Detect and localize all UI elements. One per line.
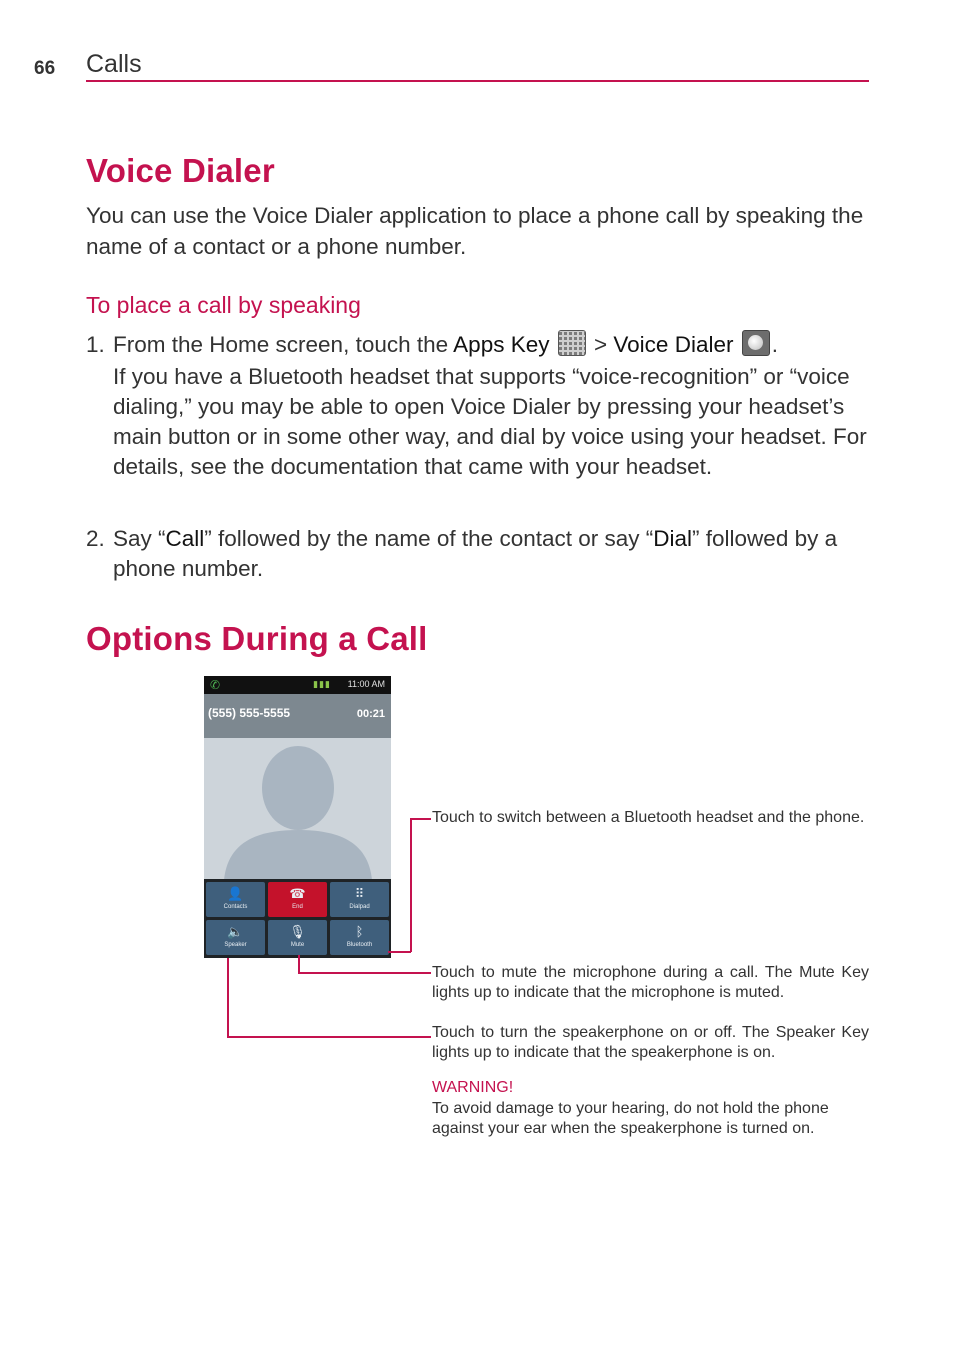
options-during-call-heading: Options During a Call <box>86 620 428 657</box>
status-bar <box>204 676 391 694</box>
mute-callout-line-vertical <box>298 955 300 973</box>
step-1 <box>86 330 876 482</box>
step-1-number: 1. <box>86 332 105 357</box>
dialpad-button[interactable]: ⠿ Dialpad <box>330 882 389 917</box>
microphone-icon: 🎙 <box>289 924 306 939</box>
step-1-text: From the Home screen, touch the <box>113 332 454 357</box>
speaker-button[interactable]: 🔈 Speaker <box>206 920 265 955</box>
signal-icon: ▮▮▮ <box>313 679 331 689</box>
bluetooth-icon: ᛒ <box>355 924 364 939</box>
end-call-icon: ☎ <box>289 886 306 901</box>
header-rule <box>86 80 869 82</box>
status-time: 11:00 AM <box>347 679 385 689</box>
step-1-end: . <box>771 332 778 357</box>
bluetooth-callout-line <box>411 818 431 820</box>
speaker-callout: Touch to turn the speakerphone on or off. The Speaker Key lights up to indicate that the speakerphone is on. <box>432 1024 869 1061</box>
bluetooth-callout: Touch to switch between a Bluetooth headset and the phone. <box>432 809 865 826</box>
in-call-screenshot <box>204 676 391 958</box>
warning-text: To avoid damage to your hearing, do not hold the phone against your ear when the speakerphone is turned on. <box>432 1100 829 1137</box>
contact-silhouette-icon <box>204 738 391 880</box>
page-number: 66 <box>34 58 56 79</box>
place-call-subheading: To place a call by speaking <box>86 292 361 318</box>
mute-button[interactable]: 🎙 Mute <box>268 920 327 955</box>
bluetooth-button[interactable]: ᛒ Bluetooth <box>330 920 389 955</box>
speaker-icon: 🔈 <box>227 924 244 939</box>
bluetooth-callout-line-foot <box>388 951 411 953</box>
call-info-bar <box>204 694 391 738</box>
voice-dialer-icon <box>742 330 770 356</box>
contacts-button[interactable]: 👤 Contacts <box>206 882 265 917</box>
phone-status-icon: ✆ <box>210 678 221 692</box>
speaker-callout-line-vertical <box>227 958 229 1037</box>
end-call-button[interactable]: ☎ End <box>268 882 327 917</box>
bluetooth-callout-line-vertical <box>410 818 412 952</box>
mute-callout-line <box>298 972 431 974</box>
apps-grid-icon <box>558 330 586 356</box>
warning-title: WARNING! <box>432 1079 514 1096</box>
voice-dialer-intro: You can use the Voice Dialer application to place a phone call by speaking the name of a contact or a phone number. <box>86 203 864 259</box>
step-1-separator: > <box>587 332 614 357</box>
step-2-number: 2. <box>86 526 105 551</box>
mute-callout: Touch to mute the microphone during a call. The Mute Key lights up to indicate that the microphone is muted. <box>432 964 869 1001</box>
step-2 <box>86 524 876 584</box>
apps-key-label: Apps Key <box>453 332 550 357</box>
dial-keyword: Dial <box>653 526 693 551</box>
section-label: Calls <box>86 50 142 78</box>
person-plus-icon: 👤 <box>227 886 244 901</box>
call-button-grid <box>204 879 391 958</box>
dialpad-icon: ⠿ <box>354 886 365 901</box>
voice-dialer-label: Voice Dialer <box>613 332 734 357</box>
step-2-text-a: Say “ <box>113 526 166 551</box>
call-keyword: Call <box>165 526 205 551</box>
step-2-text-c: ” followed by a phone number. <box>113 526 838 581</box>
contact-photo <box>204 738 391 880</box>
call-timer: 00:21 <box>356 708 385 720</box>
step-2-text-b: ” followed by the name of the contact or say “ <box>204 526 654 551</box>
voice-dialer-heading: Voice Dialer <box>86 152 275 189</box>
caller-number: (555) 555-5555 <box>208 706 291 720</box>
speaker-callout-line <box>227 1036 431 1038</box>
step-1-detail: If you have a Bluetooth headset that supports “voice-recognition” or “voice dialing,” you may be able to open Voice Dialer by pressing your headset’s main button or in some other way, and dial by voice using your headset. For details, see the documentation that came with your headset. <box>113 364 867 479</box>
